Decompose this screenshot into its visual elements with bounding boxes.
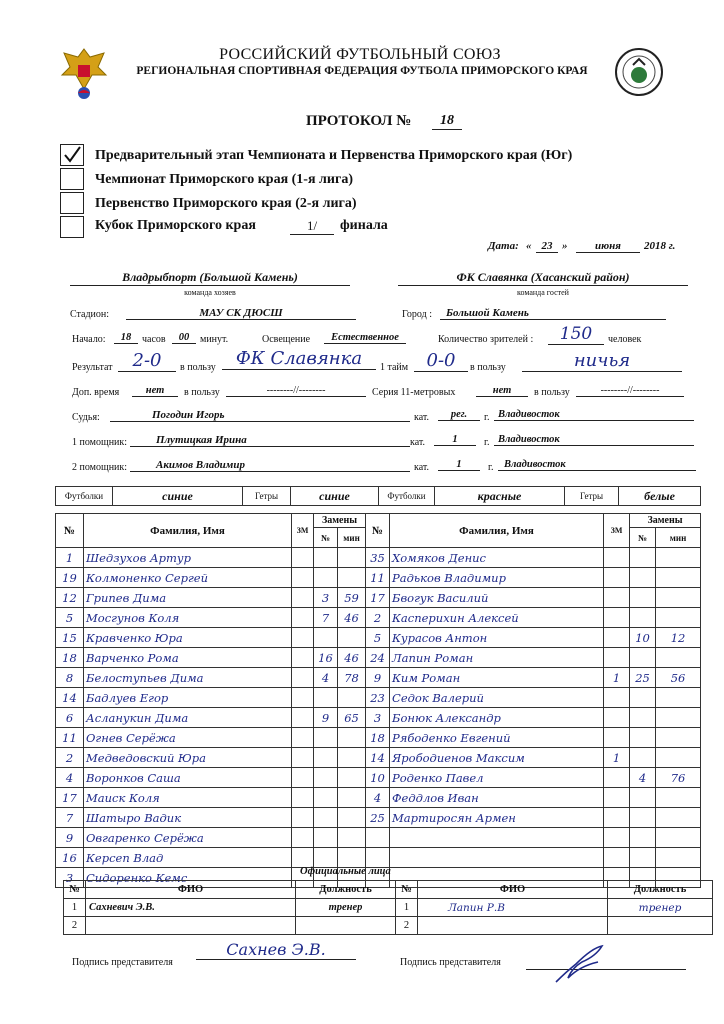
away-player-yc [604,848,630,868]
home-player-yc [292,768,314,788]
assistant1-city-label: г. [484,437,490,448]
home-player-sub-min: 46 [338,608,366,628]
table-row [56,808,701,828]
competition-checkbox-3[interactable] [60,192,84,214]
home-player-name: Мосгунов Коля [84,608,292,628]
away-player-name: Курасов Антон [390,628,604,648]
home-player-sub-num [314,568,338,588]
away-player-number: 18 [366,728,390,748]
home-player-number: 17 [56,788,84,808]
off-home-name: Сахневич Э.В. [86,899,296,917]
home-player-name: Кравченко Юра [84,628,292,648]
light-value: Естественное [324,332,406,344]
away-player-yc [604,708,630,728]
away-player-number: 11 [366,568,390,588]
spectators-unit: человек [608,334,642,345]
kits-table [55,486,701,506]
away-player-sub-num [630,568,656,588]
table-row [56,588,701,608]
away-socks-label: Гетры [565,487,619,506]
home-player-number: 9 [56,828,84,848]
table-row [56,828,701,848]
half-score: 0-0 [414,350,468,372]
away-player-sub-num [630,808,656,828]
home-yc-header: ЗМ [292,514,314,548]
away-player-yc: 1 [604,668,630,688]
away-player-sub-num [630,848,656,868]
away-player-sub-num [630,748,656,768]
half-label: 1 тайм [380,362,409,373]
away-player-number: 10 [366,768,390,788]
away-signature-icon [552,942,612,988]
off-home-name-h: ФИО [86,881,296,899]
start-hours-unit: часов [142,334,166,345]
penalty-label: Серия 11-метровых [372,387,456,398]
assistant2-city-label: г. [488,462,494,473]
off-away-name-2 [418,917,608,935]
extra-time-label: Доп. время [72,387,120,398]
away-player-sub-num [630,548,656,568]
protocol-number: 18 [432,113,462,130]
away-player-yc [604,688,630,708]
assistant1-city: Владивосток [494,434,694,446]
players-table [55,513,701,888]
away-player-name: Ярободиенов Максим [390,748,604,768]
home-player-sub-num [314,628,338,648]
home-player-yc [292,588,314,608]
away-player-name: Бонюк Александр [390,708,604,728]
home-player-sub-min [338,768,366,788]
away-player-sub-min: 76 [656,768,701,788]
home-player-yc [292,708,314,728]
away-player-number [366,828,390,848]
away-player-sub-num [630,688,656,708]
away-player-sub-min [656,588,701,608]
home-player-number: 11 [56,728,84,748]
away-player-sub-min [656,788,701,808]
assistant2-name: Акимов Владимир [130,459,410,472]
home-player-number: 14 [56,688,84,708]
away-player-sub-min: 56 [656,668,701,688]
away-player-sub-min [656,568,701,588]
off-away-role-2 [608,917,713,935]
competition-checkbox-2[interactable] [60,168,84,190]
home-player-sub-min [338,848,366,868]
away-player-number: 14 [366,748,390,768]
home-player-sub-num: 4 [314,668,338,688]
away-player-number: 17 [366,588,390,608]
start-label: Начало: [72,334,106,345]
table-row [56,768,701,788]
away-player-yc [604,628,630,648]
home-sign-label: Подпись представителя [72,957,173,968]
away-player-name: Радьков Владимир [390,568,604,588]
home-player-yc [292,848,314,868]
away-player-number: 9 [366,668,390,688]
date-day: 23 [536,240,558,253]
home-player-sub-num [314,728,338,748]
home-player-sub-num: 9 [314,708,338,728]
home-player-name: Асланукин Дима [84,708,292,728]
home-player-yc [292,728,314,748]
away-player-sub-min [656,728,701,748]
home-sub-min-header: мин [338,528,366,548]
home-subs-header: Замены [314,514,366,528]
away-player-name: Седок Валерий [390,688,604,708]
away-player-yc [604,648,630,668]
home-team-caption: команда хозяев [184,288,236,297]
referee-label: Судья: [72,412,100,423]
spectators-label: Количество зрителей : [438,334,534,345]
referee-cat-label: кат. [414,412,430,423]
competition-label-1: Предварительный этап Чемпионата и Первенства Приморского края (Юг) [95,148,573,163]
away-player-yc [604,808,630,828]
away-player-name: Лапин Роман [390,648,604,668]
home-player-name: Маиск Коля [84,788,292,808]
assistant2-label: 2 помощник: [72,462,128,473]
table-row [56,628,701,648]
start-hours: 18 [114,332,138,344]
away-player-number: 5 [366,628,390,648]
result-label: Результат [72,362,113,373]
light-label: Освещение [262,334,311,345]
away-player-sub-min [656,748,701,768]
away-name-header: Фамилия, Имя [390,514,604,548]
penalty-favor-value: --------//-------- [576,385,684,397]
away-player-number: 3 [366,708,390,728]
stadium-label: Стадион: [70,309,110,320]
home-player-name: Огнев Серёжа [84,728,292,748]
home-player-sub-num [314,748,338,768]
off-home-num: 1 [64,899,86,917]
away-player-yc [604,548,630,568]
away-num-header: № [366,514,390,548]
away-yc-header: ЗМ [604,514,630,548]
table-row [56,688,701,708]
checkmark-icon [61,145,83,165]
away-player-sub-min [656,548,701,568]
home-player-sub-num: 7 [314,608,338,628]
home-team: Владрыбпорт (Большой Камень) [70,270,350,286]
home-player-sub-min [338,728,366,748]
home-player-sub-num [314,768,338,788]
off-away-num-h: № [396,881,418,899]
away-player-yc [604,788,630,808]
home-player-yc [292,828,314,848]
home-player-sub-min [338,568,366,588]
away-player-sub-min [656,848,701,868]
away-player-name: Мартиросян Армен [390,808,604,828]
away-player-name: Рябоденко Евгений [390,728,604,748]
home-player-number: 1 [56,548,84,568]
away-player-sub-num [630,828,656,848]
home-player-name: Керсеп Влад [84,848,292,868]
home-player-yc [292,748,314,768]
away-player-number: 25 [366,808,390,828]
home-player-yc [292,568,314,588]
off-away-name: Лапин Р.В [418,899,608,917]
home-player-yc [292,688,314,708]
competition-checkbox-4[interactable] [60,216,84,238]
home-player-yc [292,808,314,828]
union-title: РОССИЙСКИЙ ФУТБОЛЬНЫЙ СОЮЗ [219,46,501,63]
stadium-value: МАУ СК ДЮСШ [126,307,356,320]
away-sub-num-header: № [630,528,656,548]
off-away-num-2: 2 [396,917,418,935]
away-sub-min-header: мин [656,528,701,548]
away-player-sub-num [630,788,656,808]
city-label: Город : [402,309,432,320]
away-shirts: красные [435,487,565,506]
home-player-number: 18 [56,648,84,668]
away-shirts-label: Футболки [379,487,435,506]
away-player-number: 2 [366,608,390,628]
table-row [56,728,701,748]
assistant1-name: Плутицкая Ирина [130,434,410,447]
away-player-number: 35 [366,548,390,568]
half-favor: ничья [522,350,682,372]
officials-title: Официальные лица [300,866,391,877]
home-player-number: 8 [56,668,84,688]
home-player-yc [292,788,314,808]
away-player-yc [604,728,630,748]
off-away-name-h: ФИО [418,881,608,899]
away-player-name: Роденко Павел [390,768,604,788]
home-socks-label: Гетры [243,487,291,506]
away-player-yc: 1 [604,748,630,768]
table-row [56,648,701,668]
home-player-sub-num [314,848,338,868]
referee-cat: рег. [438,409,480,421]
away-player-sub-num [630,728,656,748]
home-player-sub-num [314,808,338,828]
home-player-number: 4 [56,768,84,788]
away-subs-header: Замены [630,514,701,528]
away-player-name: Хомяков Денис [390,548,604,568]
away-player-sub-min [656,688,701,708]
table-row [56,668,701,688]
home-player-number: 15 [56,628,84,648]
extra-favor-value: --------//-------- [226,385,366,397]
home-player-name: Медведовский Юра [84,748,292,768]
home-player-sub-num [314,688,338,708]
home-player-sub-min: 65 [338,708,366,728]
home-player-name: Овгаренко Серёжа [84,828,292,848]
off-home-num-h: № [64,881,86,899]
penalty-favor-label: в пользу [534,387,570,398]
referee-city: Владивосток [494,409,694,421]
away-player-yc [604,768,630,788]
home-player-number: 3 [56,868,84,888]
home-player-yc [292,668,314,688]
competition-label-2: Чемпионат Приморского края (1-я лига) [95,172,353,187]
away-player-sub-num [630,588,656,608]
away-player-name [390,848,604,868]
referee-city-label: г. [484,412,490,423]
table-row [56,748,701,768]
away-player-yc [604,828,630,848]
home-player-sub-min [338,748,366,768]
cup-stage: 1/ [290,218,334,235]
away-team: ФК Славянка (Хасанский район) [398,270,688,286]
home-player-number: 2 [56,748,84,768]
away-sign-label: Подпись представителя [400,957,501,968]
away-socks: белые [619,487,701,506]
result-favor-label: в пользу [180,362,216,373]
home-player-sub-num: 3 [314,588,338,608]
assistant1-cat-label: кат. [410,437,426,448]
home-name-header: Фамилия, Имя [84,514,292,548]
home-player-name: Белоступьев Дима [84,668,292,688]
away-player-yc [604,588,630,608]
home-player-sub-min [338,828,366,848]
start-minutes: 00 [172,332,196,344]
date-month: июня [576,240,640,253]
away-player-number: 23 [366,688,390,708]
home-player-sub-num [314,548,338,568]
competition-label-4: Кубок Приморского края [95,218,256,233]
home-player-sub-min [338,548,366,568]
away-player-sub-num: 25 [630,668,656,688]
table-row [56,608,701,628]
away-player-yc [604,568,630,588]
off-home-role: тренер [296,899,396,917]
home-player-number: 12 [56,588,84,608]
away-team-caption: команда гостей [517,288,569,297]
away-player-sub-num [630,708,656,728]
away-player-number: 4 [366,788,390,808]
table-row [56,848,701,868]
regional-federation-emblem-icon [614,47,664,97]
home-player-sub-num [314,788,338,808]
extra-favor-label: в пользу [184,387,220,398]
home-player-name: Грипев Дима [84,588,292,608]
home-player-number: 19 [56,568,84,588]
penalty-value: нет [476,385,528,397]
away-player-name: Бвогук Василий [390,588,604,608]
away-player-yc [604,608,630,628]
home-player-number: 16 [56,848,84,868]
half-favor-label: в пользу [470,362,506,373]
spectators-value: 150 [548,324,604,345]
away-player-sub-min [656,828,701,848]
away-player-sub-min [656,648,701,668]
away-player-sub-min: 12 [656,628,701,648]
home-sub-num-header: № [314,528,338,548]
home-player-yc [292,648,314,668]
date-year: 2018 г. [644,240,676,252]
off-home-role-2 [296,917,396,935]
home-player-name: Варченко Рома [84,648,292,668]
home-player-yc [292,628,314,648]
away-player-name [390,828,604,848]
officials-table [63,880,713,935]
away-player-sub-min [656,808,701,828]
off-away-num: 1 [396,899,418,917]
home-player-sub-min: 46 [338,648,366,668]
home-player-sub-min [338,688,366,708]
home-player-name: Воронков Саша [84,768,292,788]
away-player-sub-num [630,608,656,628]
home-player-name: Бадлуев Егор [84,688,292,708]
off-away-role-h: Должность [608,881,713,899]
away-player-number: 24 [366,648,390,668]
home-player-sub-min: 59 [338,588,366,608]
away-player-sub-min [656,708,701,728]
away-player-name: Феддлов Иван [390,788,604,808]
rfs-eagle-logo-icon [60,45,108,101]
off-away-role: тренер [608,899,713,917]
table-row [56,788,701,808]
home-player-name: Колмоненко Сергей [84,568,292,588]
city-value: Большой Камень [440,307,666,320]
competition-label-3: Первенство Приморского края (2-я лига) [95,196,357,211]
assistant1-cat: 1 [434,434,476,446]
home-shirts: синие [113,487,243,506]
off-home-role-h: Должность [296,881,396,899]
home-shirts-label: Футболки [56,487,113,506]
away-player-sub-min [656,608,701,628]
away-player-sub-num [630,648,656,668]
assistant2-cat-label: кат. [414,462,430,473]
table-row [56,568,701,588]
home-player-yc [292,548,314,568]
table-row [56,548,701,568]
away-player-sub-num: 4 [630,768,656,788]
home-player-sub-min: 78 [338,668,366,688]
home-player-sub-min [338,808,366,828]
referee-name: Погодин Игорь [110,409,410,422]
assistant2-cat: 1 [438,459,480,471]
home-player-name: Шатыро Вадик [84,808,292,828]
home-player-name: Шедзухов Артур [84,548,292,568]
start-minutes-unit: минут. [200,334,229,345]
home-player-yc [292,608,314,628]
away-player-sub-num: 10 [630,628,656,648]
table-row [56,708,701,728]
home-socks: синие [291,487,379,506]
competition-checkbox-1[interactable] [60,144,84,166]
off-home-name-2 [86,917,296,935]
assistant2-city: Владивосток [498,459,696,471]
away-player-name: Касперихин Алексей [390,608,604,628]
result-favor: ФК Славянка [222,348,376,370]
result-score: 2-0 [118,350,176,372]
assistant1-label: 1 помощник: [72,437,128,448]
home-num-header: № [56,514,84,548]
off-home-num-2: 2 [64,917,86,935]
home-player-name: Сидоренко Кемс [84,868,292,888]
date-label: Дата: [488,240,519,252]
home-player-number: 5 [56,608,84,628]
cup-suffix: финала [340,218,388,233]
away-player-number [366,848,390,868]
federation-title: РЕГИОНАЛЬНАЯ СПОРТИВНАЯ ФЕДЕРАЦИЯ ФУТБОЛА ПРИМОРСКОГО КРАЯ [136,65,588,77]
home-player-sub-min [338,628,366,648]
home-player-number: 7 [56,808,84,828]
extra-time-value: нет [132,385,178,397]
home-player-sub-num [314,828,338,848]
home-player-number: 6 [56,708,84,728]
home-player-sub-num: 16 [314,648,338,668]
home-player-sub-min [338,788,366,808]
home-signature: Сахнев Э.В. [196,940,356,960]
protocol-title: ПРОТОКОЛ № [306,113,412,129]
away-player-name: Ким Роман [390,668,604,688]
